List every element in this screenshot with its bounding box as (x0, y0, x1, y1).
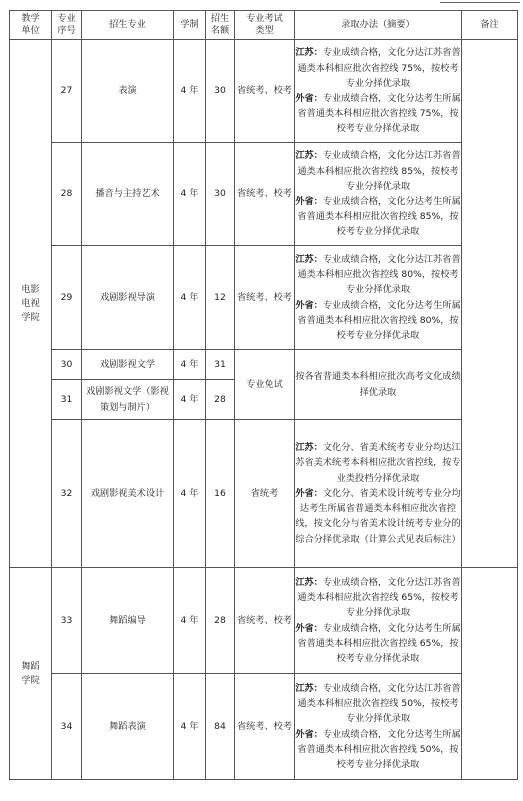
admission-table (9, 10, 518, 780)
duration-cell: 4 年 (174, 420, 206, 568)
table-row (10, 350, 518, 380)
quota-cell: 30 (206, 40, 235, 143)
duration-cell: 4 年 (174, 350, 206, 380)
col-header-major: 招生专业 (82, 11, 174, 40)
header-rule (440, 2, 520, 3)
header-row (10, 11, 518, 40)
col-header-exam-type: 专业考试 类型 (235, 11, 295, 40)
duration-cell: 4 年 (174, 568, 206, 674)
admission-rule-cell: 江苏：专业成绩合格，文化分达江苏省普通类本科相应批次省控线 50%，按校考专业分择优录取 外省：专业成绩合格，文化分达考生所属省普通类本科相应批次省控线 50%，按校考专业分择优录取 (295, 674, 462, 780)
major-cell: 戏剧影视文学（影视策划与制片） (82, 380, 174, 420)
seq-cell: 31 (52, 380, 82, 420)
col-header-unit: 教学 单位 (10, 11, 52, 40)
seq-cell: 27 (52, 40, 82, 143)
major-cell: 戏剧影视文学 (82, 350, 174, 380)
duration-cell: 4 年 (174, 380, 206, 420)
seq-cell: 29 (52, 246, 82, 350)
major-cell: 舞蹈表演 (82, 674, 174, 780)
quota-cell: 28 (206, 380, 235, 420)
col-header-quota: 招生 名额 (206, 11, 235, 40)
seq-cell: 33 (52, 568, 82, 674)
duration-cell: 4 年 (174, 143, 206, 246)
table-row (10, 420, 518, 568)
quota-cell: 84 (206, 674, 235, 780)
col-header-seq: 专业 序号 (52, 11, 82, 40)
major-cell: 戏剧影视导演 (82, 246, 174, 350)
table-row (10, 40, 518, 143)
quota-cell: 30 (206, 143, 235, 246)
quota-cell: 28 (206, 568, 235, 674)
exam-type-cell: 省统考、校考 (235, 246, 295, 350)
duration-cell: 4 年 (174, 674, 206, 780)
exam-type-cell: 省统考、校考 (235, 143, 295, 246)
table-row (10, 568, 518, 674)
college-cell-film: 电影 电视 学院 (10, 40, 52, 568)
table-row (10, 674, 518, 780)
quota-cell: 31 (206, 350, 235, 380)
col-header-admission: 录取办法（摘要） (295, 11, 462, 40)
admission-rule-cell: 江苏：专业成绩合格，文化分达江苏省普通类本科相应批次省控线 75%，按校考专业分择优录取 外省：专业成绩合格，文化分达考生所属省普通类本科相应批次省控线 75%，按校考专业分择优录取 (295, 40, 462, 143)
admission-rule-cell: 江苏：文化分、省美术统考专业分均达江苏省美术统考本科相应批次省控线，按专业类投档分择优录取 外省：文化分、省美术设计统考专业分均达考生所属省普通类本科相应批次省控线，按文化分与省美术设计统考专业分的综合分择优录取（计算公式见表后标注） (295, 420, 462, 568)
college-cell-dance: 舞蹈 学院 (10, 568, 52, 780)
major-cell: 戏剧影视美术设计 (82, 420, 174, 568)
duration-cell: 4 年 (174, 40, 206, 143)
major-cell: 播音与主持艺术 (82, 143, 174, 246)
seq-cell: 34 (52, 674, 82, 780)
col-header-note: 备注 (462, 11, 518, 40)
admission-rule-cell: 江苏：专业成绩合格，文化分达江苏省普通类本科相应批次省控线 85%，按校考专业分择优录取 外省：专业成绩合格，文化分达考生所属省普通类本科相应批次省控线 85%，按校考专业分择优录取 (295, 143, 462, 246)
admission-rule-cell: 江苏：专业成绩合格，文化分达江苏省普通类本科相应批次省控线 80%，按校考专业分择优录取 外省：专业成绩合格，文化分达考生所属省普通类本科相应批次省控线 80%，按校考专业分择优录取 (295, 246, 462, 350)
admission-rule-cell: 按各省普通类本科相应批次高考文化成绩择优录取 (295, 350, 462, 420)
quota-cell: 16 (206, 420, 235, 568)
admission-rule-cell: 江苏：专业成绩合格，文化分达江苏省普通类本科相应批次省控线 65%，按校考专业分择优录取 外省：专业成绩合格，文化分达考生所属省普通类本科相应批次省控线 65%，按校考专业分择优录取 (295, 568, 462, 674)
exam-type-cell: 专业免试 (235, 350, 295, 420)
major-cell: 舞蹈编导 (82, 568, 174, 674)
quota-cell: 12 (206, 246, 235, 350)
seq-cell: 30 (52, 350, 82, 380)
note-cell (462, 568, 518, 780)
table-row (10, 143, 518, 246)
exam-type-cell: 省统考、校考 (235, 568, 295, 674)
seq-cell: 32 (52, 420, 82, 568)
major-cell: 表演 (82, 40, 174, 143)
duration-cell: 4 年 (174, 246, 206, 350)
col-header-duration: 学制 (174, 11, 206, 40)
exam-type-cell: 省统考、校考 (235, 674, 295, 780)
seq-cell: 28 (52, 143, 82, 246)
exam-type-cell: 省统考、校考 (235, 40, 295, 143)
table-row (10, 246, 518, 350)
exam-type-cell: 省统考 (235, 420, 295, 568)
note-cell (462, 40, 518, 568)
